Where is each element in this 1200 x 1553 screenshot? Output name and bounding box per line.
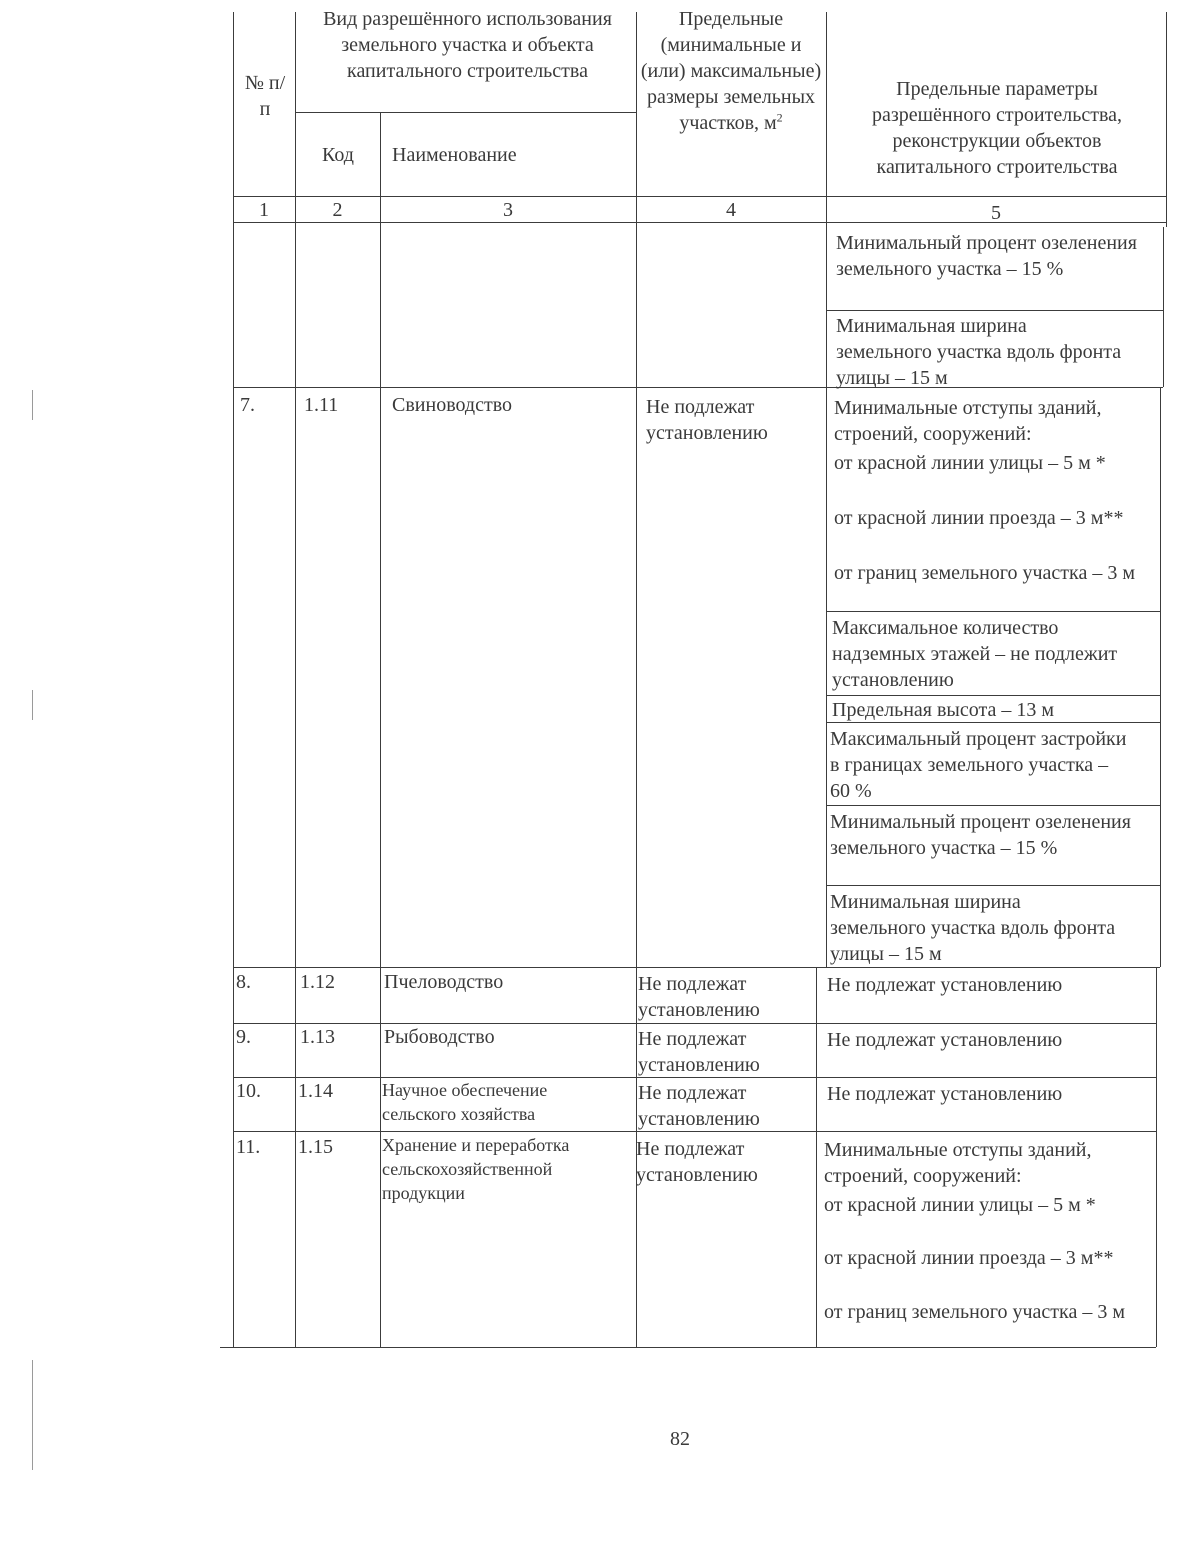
row-code: 1.14 [298, 1080, 333, 1102]
table-border [826, 805, 1160, 806]
row-code: 1.12 [300, 971, 335, 993]
header-num: № п/п [244, 72, 286, 120]
row-name: Рыбоводство [384, 1026, 495, 1048]
param-cell: Не подлежат установлению [827, 1083, 1063, 1105]
param-cell: от красной линии проезда – 3 м** [824, 1247, 1114, 1269]
scan-margin-mark [32, 390, 33, 420]
param-cell: Не подлежат установлению [827, 974, 1063, 996]
table-border [826, 695, 1160, 696]
header-naim: Наименование [392, 144, 517, 166]
col-number: 4 [726, 199, 736, 221]
table-border [1156, 967, 1157, 1347]
col-number: 2 [332, 199, 343, 221]
row-name: Хранение и переработка сельскохозяйственной продукции [382, 1135, 570, 1203]
row-size: Не подлежат установлению [638, 973, 760, 1021]
table-border [1160, 387, 1161, 967]
param-cell: от границ земельного участка – 3 м [824, 1301, 1125, 1323]
param-cell: от красной линии проезда – 3 м** [834, 507, 1124, 529]
param-cell: Не подлежат установлению [827, 1029, 1063, 1051]
row-name: Свиноводство [392, 394, 513, 416]
scan-margin-mark [32, 1360, 33, 1470]
param-cell: Минимальные отступы зданий, строений, сооружений: [834, 397, 1102, 445]
row-code: 1.13 [300, 1026, 335, 1048]
col-number: 1 [259, 199, 269, 221]
param-cell: от красной линии улицы – 5 м * [824, 1194, 1096, 1216]
table-border [816, 967, 817, 1347]
row-num: 9. [236, 1026, 251, 1048]
row-name: Научное обеспечение сельского хозяйства [382, 1080, 548, 1124]
param-cell: Максимальное количество надземных этажей – не подлежит установлению [832, 617, 1118, 691]
row-name: Пчеловодство [384, 971, 504, 993]
row-size: Не подлежат установлению [646, 396, 768, 444]
row-size: Не подлежат установлению [638, 1082, 760, 1130]
table-border [826, 611, 1160, 612]
row-num: 11. [236, 1136, 261, 1158]
table-border [233, 1023, 1156, 1024]
param-cell: от красной линии улицы – 5 м * [834, 452, 1106, 474]
header-parametry: Предельные параметры разрешённого строительства, реконструкции объектов капитального строительства [872, 78, 1122, 178]
param-cell: Минимальная ширина земельного участка вдоль фронта улицы – 15 м [830, 891, 1116, 965]
row-size: Не подлежат установлению [636, 1138, 758, 1186]
table-border [1163, 227, 1164, 387]
row-size: Не подлежат установлению [638, 1028, 760, 1076]
row-code: 1.15 [298, 1136, 333, 1158]
table-border [380, 112, 381, 1347]
param-cell: Предельная высота – 13 м [832, 699, 1055, 721]
col-number: 5 [991, 202, 1001, 224]
row-num: 10. [236, 1080, 261, 1102]
table-border [826, 12, 827, 967]
row-num: 7. [240, 394, 255, 416]
param-cell: Минимальная ширина земельного участка вдоль фронта улицы – 15 м [836, 315, 1122, 389]
header-razmery-sup: 2 [776, 110, 783, 125]
param-cell: Максимальный процент застройки в границах земельного участка – 60 % [830, 728, 1127, 802]
table-border [220, 1347, 1156, 1348]
row-num: 8. [236, 971, 251, 993]
page-number: 82 [670, 1428, 690, 1450]
table-border [826, 885, 1160, 886]
header-vid: Вид разрешённого использования земельного участка и объекта капитального строительства [323, 8, 612, 82]
param-cell: Минимальный процент озеленения земельного участка – 15 % [836, 232, 1137, 280]
header-razmery-text: Предельные (минимальные и (или) максимальные) размеры земельных участков, м [640, 8, 822, 134]
param-cell: от границ земельного участка – 3 м [834, 562, 1135, 584]
table-border [295, 112, 636, 113]
header-razmery [640, 6, 822, 136]
scan-margin-mark [32, 690, 33, 720]
col-number: 3 [503, 199, 513, 221]
header-kod: Код [322, 144, 354, 166]
table-border [1166, 12, 1167, 227]
param-cell: Минимальные отступы зданий, строений, сооружений: [824, 1139, 1092, 1187]
table-border [826, 310, 1163, 311]
table-border [233, 967, 1160, 968]
param-cell: Минимальный процент озеленения земельного участка – 15 % [830, 811, 1131, 859]
row-code: 1.11 [304, 394, 339, 416]
